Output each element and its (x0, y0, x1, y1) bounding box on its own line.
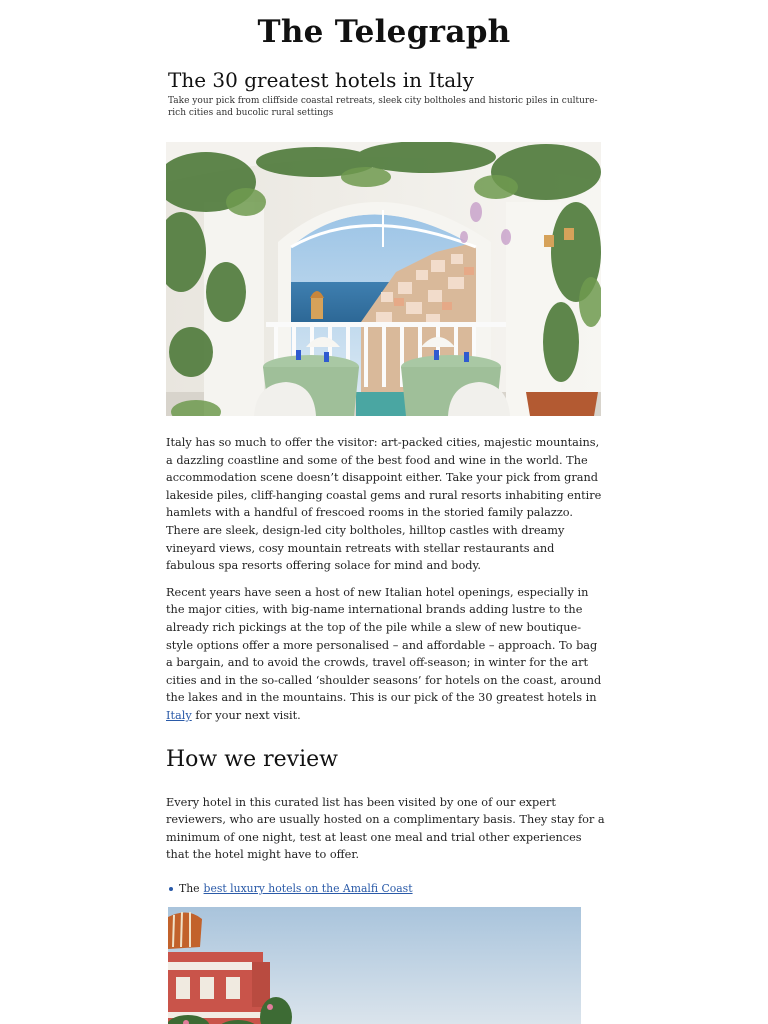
paragraph-text-part: Recent years have seen a host of new Italian hotel openings, especially in the major cities, with big-name international brands adding lustre to the already rich pickings at the top of the pile while a slew of new boutique-style options offer a more personalised – and affordable – approach. To bag a bargain, and to avoid the crowds, travel off-season; in winter for the art cities and in the so-called ‘shoulder seasons’ for hotels on the coast, around the lakes and in the mountains. This is our pick of the 30 greatest hotels in (166, 585, 602, 705)
article-paragraph-review-method: Every hotel in this curated list has been visited by one of our expert reviewers, who are usually hosted on a complimentary basis. They stay for a minimum of one night, test at least one meal and trial other experiences that the hotel might have to offer. (166, 795, 605, 862)
hero-image-terrace-positano (166, 142, 601, 416)
paragraph-text-part: for your next visit. (191, 708, 301, 722)
masthead-logo[interactable]: The Telegraph (257, 14, 511, 50)
amalfi-coast-hotels-link[interactable]: best luxury hotels on the Amalfi Coast (203, 881, 413, 895)
secondary-image-positano-hotel (168, 907, 581, 1024)
article (166, 66, 606, 1024)
related-link-item (166, 882, 606, 896)
article-paragraph-intro: Italy has so much to offer the visitor: art-packed cities, majestic mountains, a dazzling coastline and some of the best food and wine in the world. The accommodation scene doesn’t disappoint either. Take your pick from grand lakeside piles, cliff-hanging coastal gems and rural resorts inhabiting entire hamlets with a handful of frescoed rooms in the storied family palazzo. There are sleek, design-led city boltholes, hilltop castles with dreamy vineyard views, cosy mountain retreats with stellar restaurants and fabulous spa resorts offering solace for mind and body. (166, 436, 602, 573)
italy-link[interactable]: Italy (166, 708, 192, 722)
bullet-icon (169, 887, 173, 891)
article-headline: The 30 greatest hotels in Italy (168, 68, 474, 92)
section-heading-how-we-review: How we review (166, 746, 338, 772)
article-paragraph-openings (166, 584, 606, 725)
article-standfirst: Take your pick from cliffside coastal retreats, sleek city boltholes and historic piles in culture-rich cities and bucolic rural settings (168, 96, 598, 118)
bullet-prefix: The (179, 881, 200, 895)
